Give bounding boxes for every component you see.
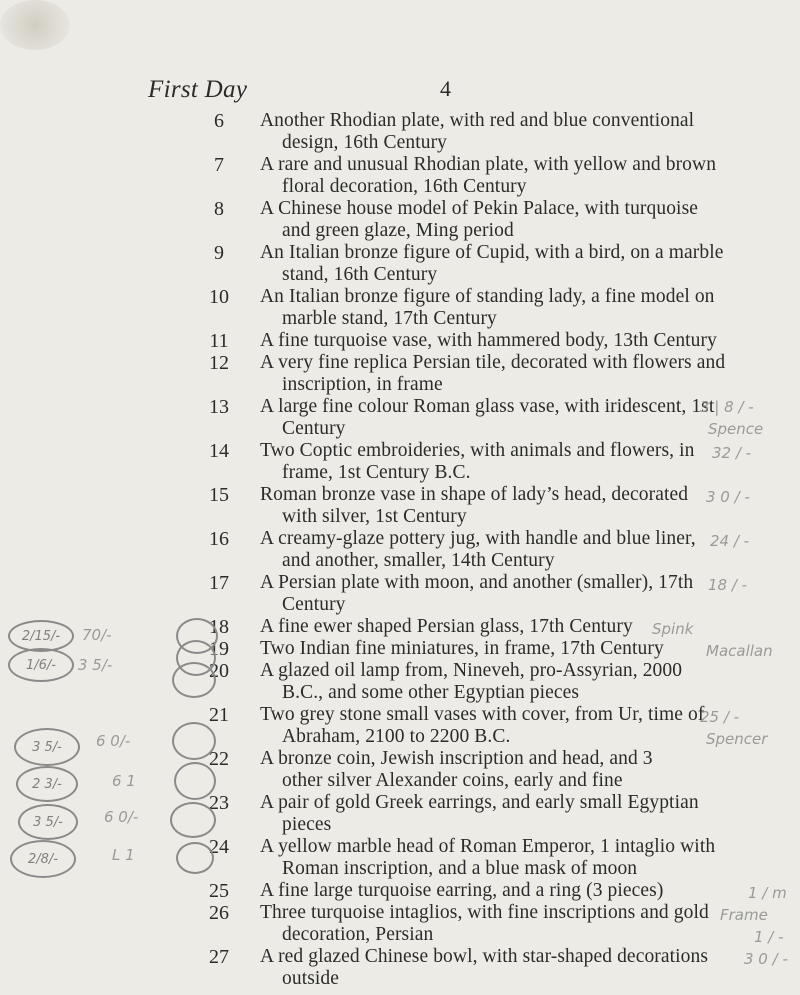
lot-line: A fine ewer shaped Persian glass, 17th Century: [260, 616, 633, 637]
buyer-annotation: Spencer: [706, 730, 768, 748]
circled-price: 1/6/-: [8, 648, 74, 682]
lot-line: frame, 1st Century B.C.: [282, 462, 471, 483]
circled-lot: [172, 662, 216, 698]
lot-number: 7: [214, 154, 224, 176]
lot-line: A very fine replica Persian tile, decorated with flowers and: [260, 352, 726, 373]
lot-line: decoration, Persian: [282, 924, 434, 945]
lot-number: 22: [209, 748, 229, 770]
price-annotation: 3 | 8 / -: [700, 398, 754, 416]
price-annotation: 32 / -: [712, 444, 752, 462]
lot-description: [260, 572, 760, 616]
circled-lot: [176, 842, 214, 874]
lot-number: 26: [209, 902, 229, 924]
price-annotation: 70/-: [82, 626, 112, 644]
lot-line: Abraham, 2100 to 2200 B.C.: [282, 726, 511, 747]
buyer-annotation: Macallan: [706, 642, 773, 660]
lot-line: A red glazed Chinese bowl, with star-shaped decorations: [260, 946, 709, 967]
price-annotation: 18 / -: [708, 576, 748, 594]
lot-description: [260, 352, 760, 396]
lot-line: pieces: [282, 814, 332, 835]
lot-line: Century: [282, 594, 346, 615]
lot-number: 24: [209, 836, 229, 858]
price-annotation: 25 / -: [700, 708, 740, 726]
lot-number: 20: [209, 660, 229, 682]
lot-line: A fine turquoise vase, with hammered body, 13th Century: [260, 330, 717, 351]
buyer-annotation: Spink: [652, 620, 694, 638]
price-annotation: 6 0/-: [96, 732, 131, 750]
lot-description: [260, 286, 760, 330]
lot-number: 8: [214, 198, 224, 220]
lot-number: 21: [209, 704, 229, 726]
lot-number: 10: [209, 286, 229, 308]
lot-description: [260, 110, 760, 154]
page-title: First Day: [148, 76, 248, 103]
circled-price: 2 3/-: [16, 766, 78, 802]
price-annotation: 3 0 / -: [706, 488, 750, 506]
price-annotation: 3 5/-: [78, 656, 113, 674]
price-annotation: 6 1: [112, 772, 136, 790]
lot-line: and another, smaller, 14th Century: [282, 550, 555, 571]
lot-line: marble stand, 17th Century: [282, 308, 497, 329]
buyer-annotation: Spence: [708, 420, 764, 438]
lot-number: 9: [214, 242, 224, 264]
lot-line: Century: [282, 418, 346, 439]
lot-number: 18: [209, 616, 229, 638]
lot-line: Two Coptic embroideries, with animals and flowers, in: [260, 440, 695, 461]
lot-number: 6: [214, 110, 224, 132]
lot-line: Another Rhodian plate, with red and blue conventional: [260, 110, 695, 131]
lot-description: [260, 660, 760, 704]
lot-line: Two Indian fine miniatures, in frame, 17th Century: [260, 638, 664, 659]
lot-line: Two grey stone small vases with cover, from Ur, time of: [260, 704, 705, 725]
lot-description: [260, 792, 760, 836]
lot-line: A bronze coin, Jewish inscription and head, and 3: [260, 748, 653, 769]
lot-description: [260, 242, 760, 286]
lot-line: An Italian bronze figure of standing lady, a fine model on: [260, 286, 715, 307]
lot-line: other silver Alexander coins, early and fine: [282, 770, 623, 791]
lot-description: [260, 198, 760, 242]
lot-line: A yellow marble head of Roman Emperor, 1 intaglio with: [260, 836, 716, 857]
lot-line: An Italian bronze figure of Cupid, with a bird, on a marble: [260, 242, 724, 263]
lot-description: [260, 880, 760, 902]
lot-description: [260, 704, 760, 748]
lot-line: floral decoration, 16th Century: [282, 176, 527, 197]
circled-price: 2/15/-: [8, 620, 74, 652]
circled-lot: [170, 802, 216, 838]
price-annotation: 24 / -: [710, 532, 750, 550]
lot-number: 17: [209, 572, 229, 594]
circled-price: 3 5/-: [14, 728, 80, 766]
lot-line: stand, 16th Century: [282, 264, 438, 285]
lot-number: 19: [209, 638, 229, 660]
lot-line: Three turquoise intaglios, with fine inscriptions and gold: [260, 902, 709, 923]
price-annotation: 1 / m: [748, 884, 787, 902]
lot-line: A fine large turquoise earring, and a ring (3 pieces): [260, 880, 664, 901]
lot-number: 25: [209, 880, 229, 902]
lot-number: 27: [209, 946, 229, 968]
price-annotation: 1 / -: [754, 928, 784, 946]
lot-description: [260, 638, 760, 660]
lot-line: A Chinese house model of Pekin Palace, with turquoise: [260, 198, 699, 219]
lot-description: [260, 484, 760, 528]
lot-number: 23: [209, 792, 229, 814]
price-annotation: L 1: [112, 846, 135, 864]
lot-description: [260, 748, 760, 792]
lot-line: with silver, 1st Century: [282, 506, 467, 527]
circled-lot: [172, 722, 216, 760]
lot-description: [260, 396, 760, 440]
circled-lot: [174, 762, 216, 800]
lot-line: A glazed oil lamp from, Nineveh, pro-Assyrian, 2000: [260, 660, 683, 681]
lot-line: A large fine colour Roman glass vase, with iridescent, 1st: [260, 396, 715, 417]
buyer-annotation: Frame: [720, 906, 768, 924]
lot-description: [260, 440, 760, 484]
page-number: 4: [440, 76, 451, 101]
lot-number: 12: [209, 352, 229, 374]
lot-number: 14: [209, 440, 229, 462]
paper-stain: [0, 0, 70, 50]
lot-line: A rare and unusual Rhodian plate, with yellow and brown: [260, 154, 717, 175]
circled-price: 2/8/-: [10, 840, 76, 878]
lot-line: A Persian plate with moon, and another (smaller), 17th: [260, 572, 694, 593]
lot-description: [260, 528, 760, 572]
lot-line: Roman bronze vase in shape of lady’s head, decorated: [260, 484, 689, 505]
circled-price: 3 5/-: [18, 804, 78, 840]
price-annotation: 6 0/-: [104, 808, 139, 826]
lot-number: 13: [209, 396, 229, 418]
price-annotation: 3 0 / -: [744, 950, 788, 968]
lot-line: and green glaze, Ming period: [282, 220, 514, 241]
lot-line: design, 16th Century: [282, 132, 448, 153]
lot-description: [260, 330, 760, 352]
lot-line: A pair of gold Greek earrings, and early small Egyptian: [260, 792, 699, 813]
lot-line: B.C., and some other Egyptian pieces: [282, 682, 580, 703]
lot-description: [260, 836, 760, 880]
lot-number: 11: [209, 330, 229, 352]
lot-number: 15: [209, 484, 229, 506]
lot-description: [260, 946, 760, 990]
lot-line: Roman inscription, and a blue mask of moon: [282, 858, 638, 879]
lot-description: [260, 154, 760, 198]
lot-description: [260, 902, 760, 946]
lot-line: inscription, in frame: [282, 374, 443, 395]
lot-line: A creamy-glaze pottery jug, with handle and blue liner,: [260, 528, 696, 549]
lot-number: 16: [209, 528, 229, 550]
lot-line: outside: [282, 968, 340, 989]
